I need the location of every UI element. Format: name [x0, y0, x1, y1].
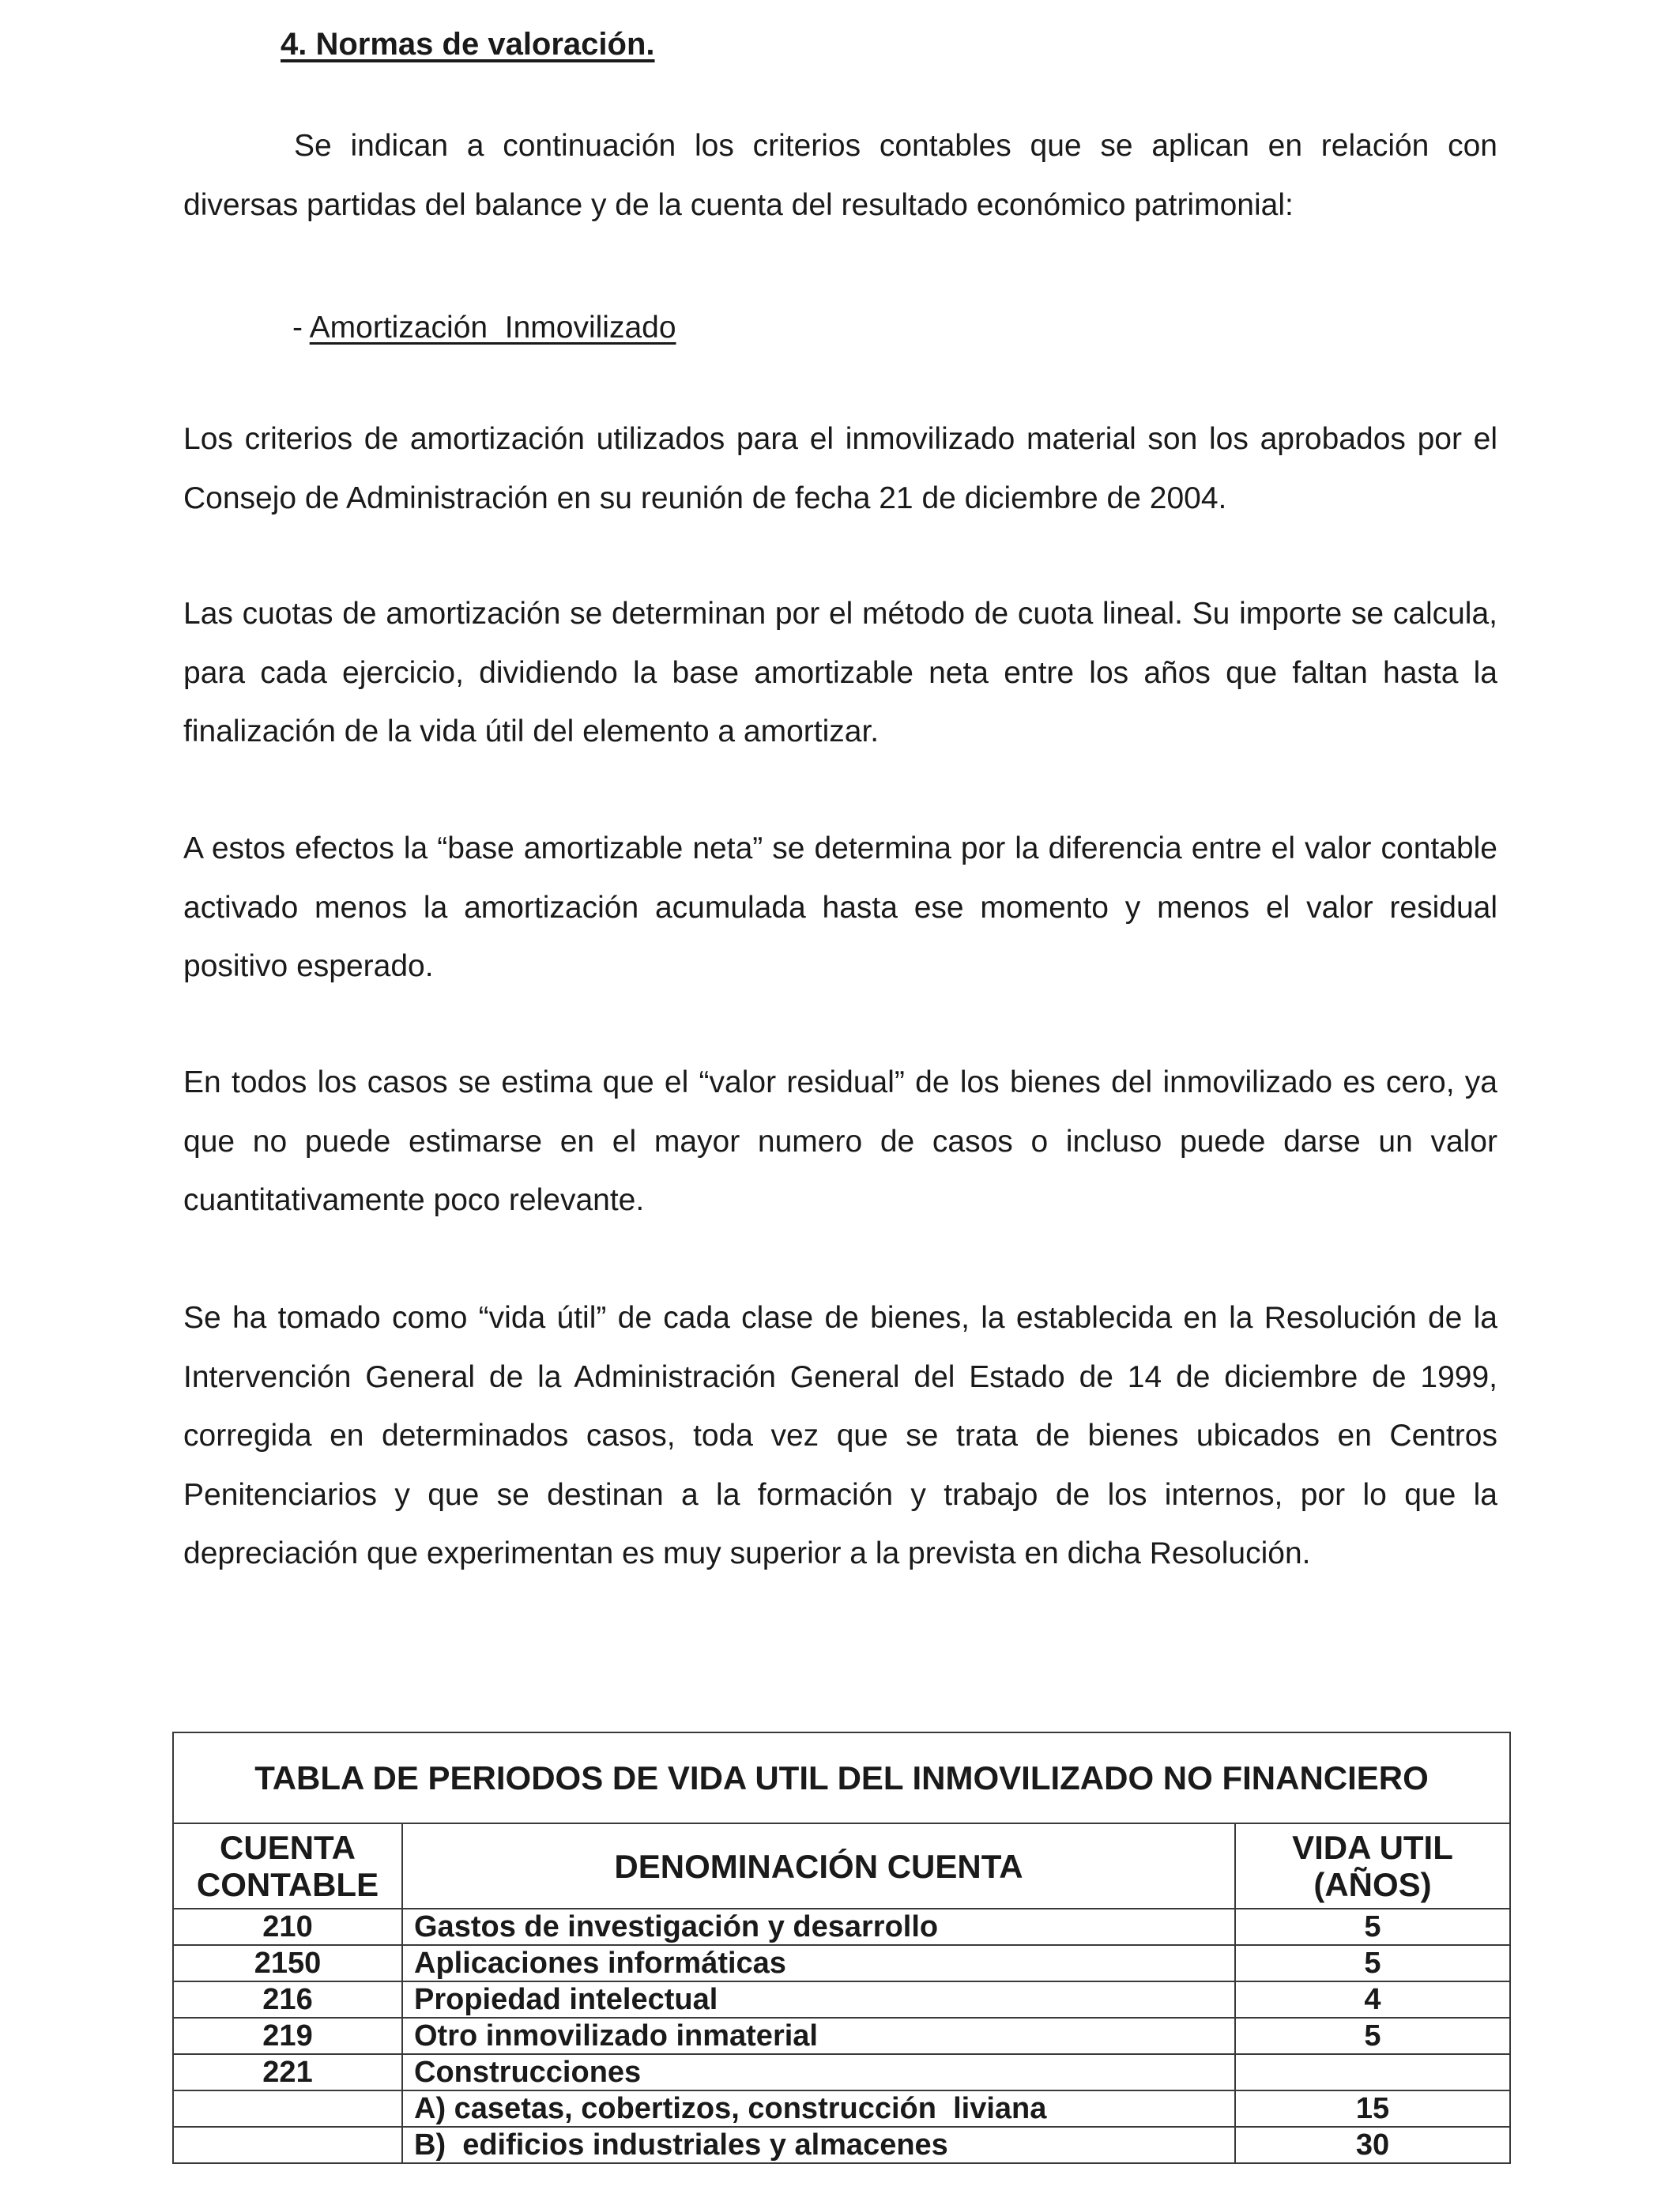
table-row — [173, 1981, 1510, 2018]
cell-denominacion: Propiedad intelectual — [402, 1981, 1235, 2018]
cell-denominacion: Construcciones — [402, 2054, 1235, 2090]
cell-cuenta: 216 — [173, 1981, 402, 2018]
cell-denominacion: Otro inmovilizado inmaterial — [402, 2018, 1235, 2054]
table-row — [173, 2018, 1510, 2054]
cell-denominacion: A) casetas, cobertizos, construcción liviana — [402, 2090, 1235, 2127]
header-vida-util — [1235, 1823, 1510, 1909]
table-row — [173, 2090, 1510, 2127]
cell-vida: 30 — [1235, 2127, 1510, 2163]
cell-cuenta — [173, 2090, 402, 2127]
table-row — [173, 2054, 1510, 2090]
cell-vida — [1235, 2054, 1510, 2090]
cell-cuenta: 2150 — [173, 1945, 402, 1981]
intro-paragraph: Se indican a continuación los criterios contables que se aplican en relación con diversas partidas del balance y de la cuenta del resultado económico patrimonial: — [183, 129, 1497, 222]
table-title: TABLA DE PERIODOS DE VIDA UTIL DEL INMOVILIZADO NO FINANCIERO — [173, 1732, 1510, 1823]
table-row — [173, 1909, 1510, 1945]
paragraph-4: En todos los casos se estima que el “valor residual” de los bienes del inmovilizado es cero, ya que no puede estimarse en el mayor numero de casos o incluso puede darse un valor cuantitativamente poco relevante. — [183, 1065, 1497, 1217]
paragraph-1: Los criterios de amortización utilizados para el inmovilizado material son los aprobados por el Consejo de Administración en su reunión de fecha 21 de diciembre de 2004. — [183, 422, 1497, 515]
cell-vida: 5 — [1235, 1945, 1510, 1981]
cell-cuenta: 221 — [173, 2054, 402, 2090]
paragraph-2: Las cuotas de amortización se determinan por el método de cuota lineal. Su importe se calcula, para cada ejercicio, dividiendo la base amortizable neta entre los años que faltan hasta la finalización de la vida útil del elemento a amortizar. — [183, 597, 1497, 748]
cell-denominacion: B) edificios industriales y almacenes — [402, 2127, 1235, 2163]
cell-vida: 5 — [1235, 1909, 1510, 1945]
cell-vida: 4 — [1235, 1981, 1510, 2018]
header-denominacion: DENOMINACIÓN CUENTA — [402, 1823, 1235, 1909]
subheading-text: Amortización Inmovilizado — [309, 311, 676, 345]
subheading-prefix: - — [292, 311, 310, 345]
header-cuenta-contable — [173, 1823, 402, 1909]
header-vida-line1: VIDA UTIL — [1292, 1829, 1453, 1866]
cell-cuenta: 210 — [173, 1909, 402, 1945]
cell-vida: 15 — [1235, 2090, 1510, 2127]
cell-denominacion: Gastos de investigación y desarrollo — [402, 1909, 1235, 1945]
useful-life-table — [172, 1732, 1511, 2164]
table-row — [173, 2127, 1510, 2163]
subheading — [292, 299, 676, 357]
paragraph-3: A estos efectos la “base amortizable neta” se determina por la diferencia entre el valor contable activado menos la amortización acumulada hasta ese momento y menos el valor residual positivo esperado. — [183, 831, 1497, 983]
cell-cuenta: 219 — [173, 2018, 402, 2054]
cell-vida: 5 — [1235, 2018, 1510, 2054]
header-cuenta-line2: CONTABLE — [196, 1866, 379, 1903]
paragraph-5: Se ha tomado como “vida útil” de cada clase de bienes, la establecida en la Resolución de la Intervención General de la Administración General del Estado de 14 de diciembre de 1999, corregida en determinados casos, toda vez que se trata de bienes ubicados en Centros Penitenciarios y que se destinan a la formación y trabajo de los internos, por lo que la depreciación que experimentan es muy superior a la prevista en dicha Resolución. — [183, 1301, 1497, 1570]
cell-denominacion: Aplicaciones informáticas — [402, 1945, 1235, 1981]
cell-cuenta — [173, 2127, 402, 2163]
header-cuenta-line1: CUENTA — [220, 1829, 356, 1866]
header-vida-line2: (AÑOS) — [1313, 1866, 1432, 1903]
table-row — [173, 1945, 1510, 1981]
section-heading: 4. Normas de valoración. — [281, 27, 655, 62]
